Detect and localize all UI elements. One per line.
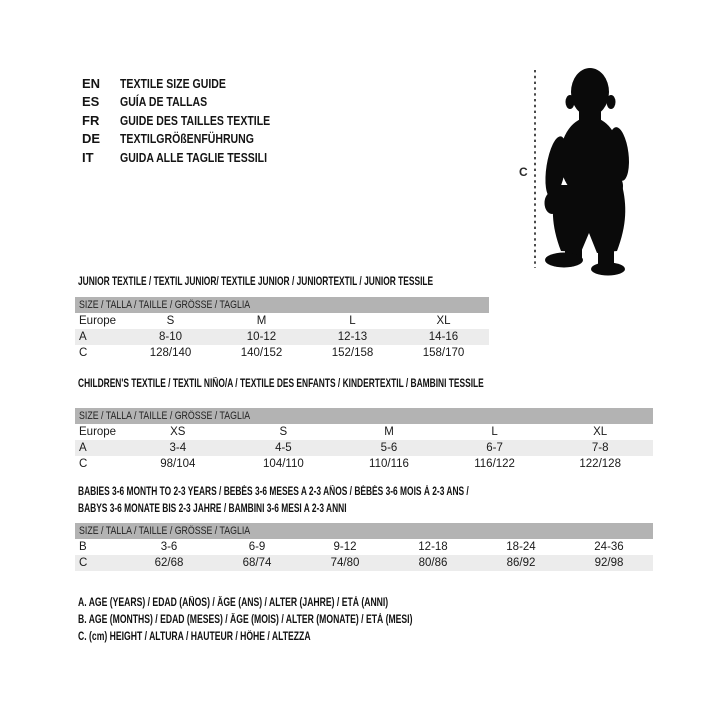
legend-note-a: A. AGE (YEARS) / EDAD (AÑOS) / ÂGE (ANS) / ALTER (JAHRE) / ETÀ (ANNI) bbox=[78, 597, 389, 609]
cell: 3-4 bbox=[169, 442, 187, 454]
cell: M bbox=[256, 315, 267, 327]
row-label: B bbox=[79, 541, 87, 553]
cell: 140/152 bbox=[240, 347, 283, 359]
baby-silhouette bbox=[542, 68, 632, 276]
table-row-europe bbox=[75, 424, 653, 440]
table-row-c bbox=[75, 456, 653, 472]
row-label: C bbox=[79, 557, 88, 569]
cell: 24-36 bbox=[594, 541, 624, 553]
language-row-en bbox=[82, 74, 305, 93]
table-row-europe bbox=[75, 313, 489, 329]
language-code: ES bbox=[82, 94, 100, 110]
size-header-label: SIZE / TALLA / TAILLE / GRÖSSE / TAGLIA bbox=[79, 410, 251, 422]
cell: 116/122 bbox=[474, 458, 515, 470]
cell: 5-6 bbox=[380, 442, 398, 454]
cell: 8-10 bbox=[158, 331, 183, 343]
size-header-bar bbox=[75, 523, 653, 539]
language-label: GUÍA DE TALLAS bbox=[120, 94, 208, 110]
cell: 92/98 bbox=[594, 557, 624, 569]
cell: 158/170 bbox=[422, 347, 465, 359]
cell: 6-7 bbox=[486, 442, 503, 454]
language-list bbox=[82, 74, 305, 167]
legend-notes bbox=[78, 595, 524, 646]
size-header-label: SIZE / TALLA / TAILLE / GRÖSSE / TAGLIA bbox=[79, 525, 251, 537]
cell: 104/110 bbox=[263, 458, 304, 470]
cell: L bbox=[349, 315, 356, 327]
cell: 68/74 bbox=[242, 557, 272, 569]
table-row-a bbox=[75, 440, 653, 456]
cell: XS bbox=[170, 426, 186, 438]
cell: XL bbox=[436, 315, 451, 327]
babies-table-title: BABIES 3-6 MONTH TO 2-3 YEARS / BEBÉS 3-6 MESES A 2-3 AÑOS / BÉBÉS 3-6 MOIS À 2-3 ANS / BABYS 3-6 MONATE BIS 2-3 JAHRE / BAMBINI 3-6 MESI A 2-3 ANNI bbox=[78, 486, 469, 515]
language-code: DE bbox=[82, 131, 101, 147]
language-code: IT bbox=[82, 149, 94, 165]
children-table-title: CHILDREN'S TEXTILE / TEXTIL NIÑO/A / TEXTILE DES ENFANTS / KINDERTEXTIL / BAMBINI TESSILE bbox=[78, 378, 484, 390]
cell: 4-5 bbox=[275, 442, 292, 454]
cell: 10-12 bbox=[246, 331, 277, 343]
cell: 62/68 bbox=[154, 557, 184, 569]
size-header-bar bbox=[75, 297, 489, 313]
cell: 12-13 bbox=[337, 331, 368, 343]
cell: S bbox=[166, 315, 175, 327]
row-label: Europe bbox=[79, 315, 117, 327]
language-label: TEXTILGRÖßENFÜHRUNG bbox=[120, 131, 254, 147]
cell: M bbox=[384, 426, 394, 438]
row-label: C bbox=[79, 458, 88, 470]
row-label: C bbox=[79, 347, 88, 359]
language-label: TEXTILE SIZE GUIDE bbox=[120, 75, 226, 91]
cell: 74/80 bbox=[330, 557, 360, 569]
children-size-table bbox=[75, 408, 653, 472]
cell: 80/86 bbox=[418, 557, 448, 569]
junior-table-title: JUNIOR TEXTILE / TEXTIL JUNIOR/ TEXTILE JUNIOR / JUNIORTEXTIL / JUNIOR TESSILE bbox=[78, 276, 434, 288]
table-row-a bbox=[75, 329, 489, 345]
table-row-c bbox=[75, 345, 489, 361]
figure-height-label: C bbox=[519, 165, 528, 179]
row-label: Europe bbox=[79, 426, 117, 438]
cell: 86/92 bbox=[506, 557, 536, 569]
cell: 18-24 bbox=[506, 541, 536, 553]
legend-note-b: B. AGE (MONTHS) / EDAD (MESES) / ÂGE (MOIS) / ALTER (MONATE) / ETÀ (MESI) bbox=[78, 614, 413, 626]
cell: XL bbox=[593, 426, 608, 438]
cell: 152/158 bbox=[331, 347, 374, 359]
cell: 7-8 bbox=[591, 442, 609, 454]
baby-silhouette-icon bbox=[505, 55, 665, 285]
cell: 9-12 bbox=[333, 541, 357, 553]
cell: S bbox=[279, 426, 288, 438]
language-row-fr bbox=[82, 111, 305, 130]
language-row-it bbox=[82, 148, 305, 167]
language-code: EN bbox=[82, 75, 101, 91]
cell: 128/140 bbox=[149, 347, 192, 359]
language-label: GUIDE DES TAILLES TEXTILE bbox=[120, 112, 271, 128]
cell: 14-16 bbox=[428, 331, 459, 343]
legend-note-c: C. (cm) HEIGHT / ALTURA / HAUTEUR / HÖHE / ALTEZZA bbox=[78, 631, 311, 643]
language-row-de bbox=[82, 130, 305, 149]
row-label: A bbox=[79, 331, 87, 343]
cell: 98/104 bbox=[160, 458, 196, 470]
cell: 3-6 bbox=[160, 541, 178, 553]
cell: 6-9 bbox=[248, 541, 266, 553]
cell: 12-18 bbox=[418, 541, 448, 553]
size-header-bar bbox=[75, 408, 653, 424]
language-row-es bbox=[82, 93, 305, 112]
cell: 110/116 bbox=[369, 458, 409, 470]
table-row-c bbox=[75, 555, 653, 571]
cell: L bbox=[491, 426, 498, 438]
size-header-label: SIZE / TALLA / TAILLE / GRÖSSE / TAGLIA bbox=[79, 299, 251, 311]
table-row-b bbox=[75, 539, 653, 555]
language-label: GUIDA ALLE TAGLIE TESSILI bbox=[120, 149, 268, 165]
babies-size-table bbox=[75, 523, 653, 571]
cell: 122/128 bbox=[579, 458, 621, 470]
row-label: A bbox=[79, 442, 87, 454]
junior-size-table bbox=[75, 297, 489, 361]
language-code: FR bbox=[82, 112, 100, 128]
